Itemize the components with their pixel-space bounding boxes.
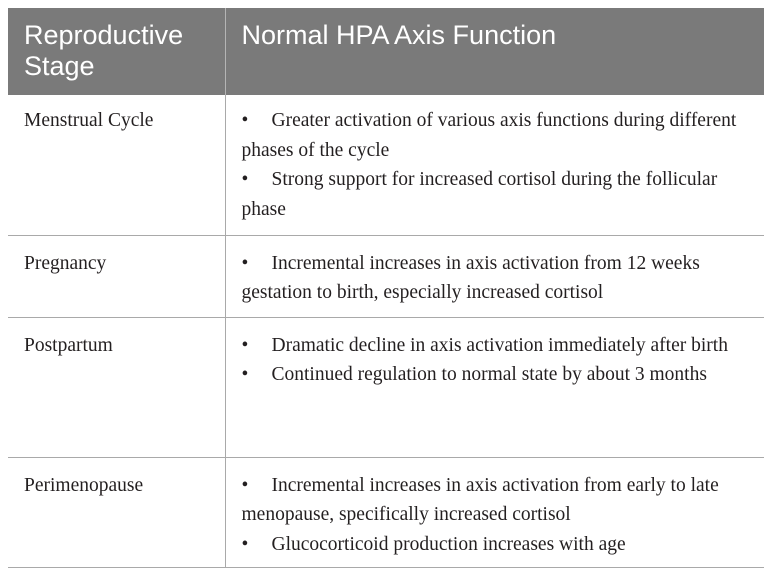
function-cell — [225, 317, 764, 457]
bullet-icon: • — [241, 169, 249, 190]
list-item-text: Glucocorticoid production increases with age — [271, 533, 626, 555]
bullet-icon: • — [241, 252, 249, 274]
list-item — [242, 530, 753, 560]
table-row — [8, 457, 764, 567]
stage-cell: Pregnancy — [8, 235, 225, 317]
list-item-text: Incremental increases in axis activation from 12 weeks gestation to birth, especially increased cortisol — [241, 252, 700, 303]
bullet-icon: • — [241, 474, 249, 496]
stage-cell: Menstrual Cycle — [8, 95, 225, 235]
stage-cell: Postpartum — [8, 317, 225, 457]
list-item — [242, 471, 753, 530]
list-item — [242, 360, 753, 390]
function-cell — [225, 95, 764, 235]
header-row — [8, 8, 764, 95]
hpa-axis-table — [8, 8, 764, 568]
list-item-text: Continued regulation to normal state by about 3 months — [271, 364, 707, 385]
function-cell — [225, 457, 764, 567]
list-item-text: Incremental increases in axis activation from early to late menopause, specifically increased cortisol — [241, 474, 719, 525]
table-header — [8, 8, 764, 95]
list-item-text: Greater activation of various axis functions during different phases of the cycle — [241, 110, 737, 161]
table-row — [8, 235, 764, 317]
list-item — [242, 331, 753, 361]
bullet-icon: • — [241, 364, 249, 385]
list-item-text: Dramatic decline in axis activation immediately after birth — [271, 334, 728, 356]
table-row — [8, 317, 764, 457]
bullet-icon: • — [241, 110, 249, 131]
function-cell — [225, 235, 764, 317]
list-item — [242, 106, 753, 165]
bullet-icon: • — [241, 533, 249, 555]
table-row — [8, 95, 764, 235]
list-item — [242, 249, 753, 308]
list-item-text: Strong support for increased cortisol during the follicular phase — [241, 169, 718, 220]
bullet-icon: • — [241, 334, 249, 356]
stage-cell: Perimenopause — [8, 457, 225, 567]
list-item — [242, 165, 753, 224]
header-normal-hpa-axis-function: Normal HPA Axis Function — [225, 8, 764, 95]
table-body — [8, 95, 764, 567]
header-reproductive-stage: Reproductive Stage — [8, 8, 225, 95]
